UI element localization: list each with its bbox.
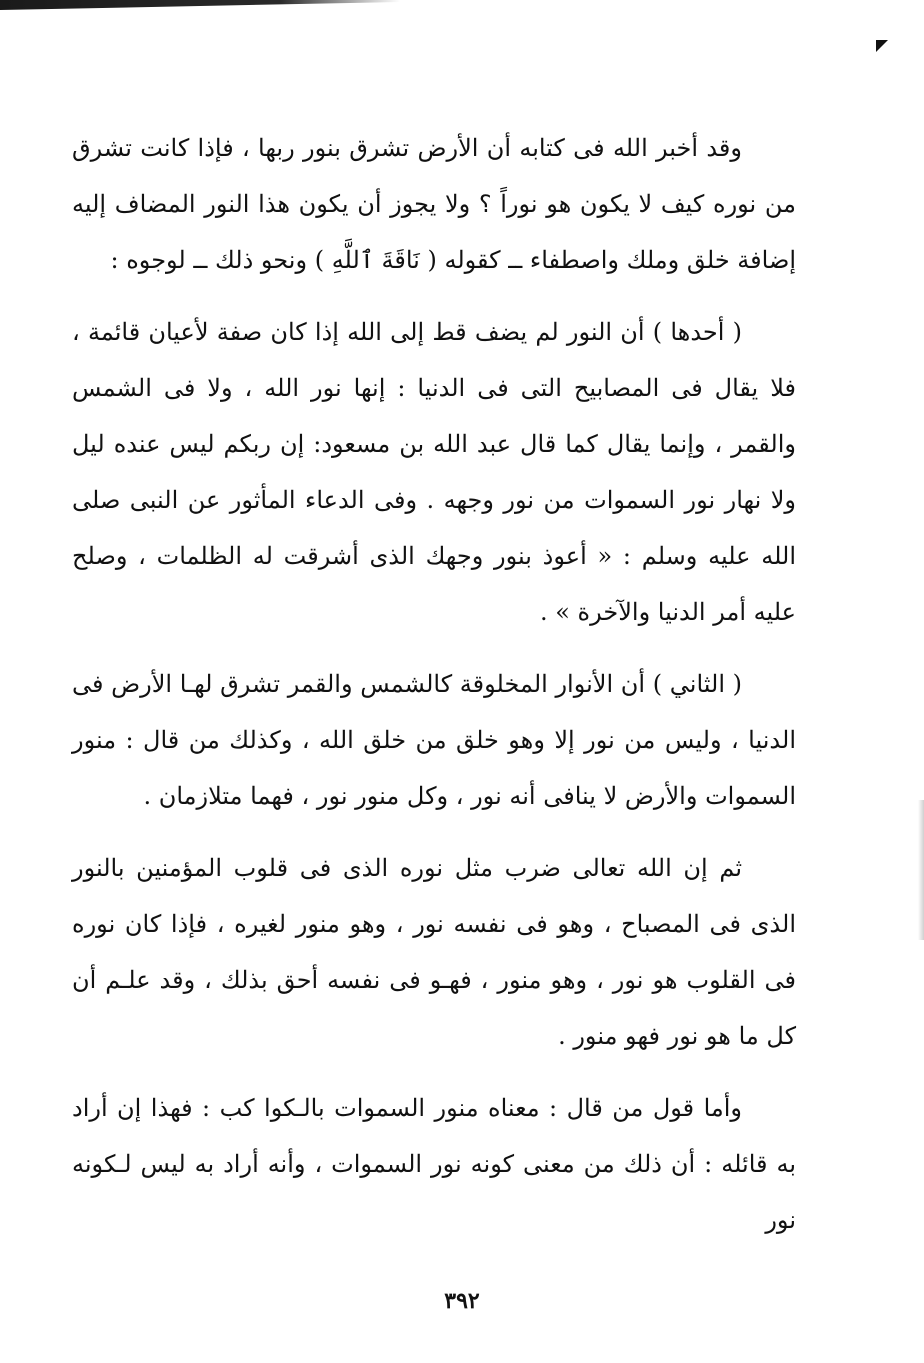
paragraph-5: وأما قول من قال : معناه منور السموات بالـكوا كب : فهذا إن أراد به قائله : أن ذلك من معنى كونه نور السموات ، وأنه أراد به ليس لـكونه نور: [72, 1094, 796, 1234]
paragraph-2: ( أحدها ) أن النور لم يضف قط إلى الله إذا كان صفة لأعيان قائمة ، فلا يقال فى المصابيح التى فى الدنيا : إنها نور الله ، ولا فى الشمس والقمر ، وإنما يقال كما قال عبد الله بن مسعود: إن ربكم ليس عنده ليل ولا نهار نور السموات من نور وجهه . وفى الدعاء المأثور عن النبى صلى الله عليه وسلم : « أعوذ بنور وجهك الذى أشرقت له الظلمات ، وصلح عليه أمر الدنيا والآخرة » .: [72, 318, 796, 626]
scan-edge-bar: [0, 0, 400, 10]
corner-triangle-mark: [876, 40, 888, 52]
page-number: ٣٩٢: [444, 1288, 480, 1314]
page-body: [72, 120, 796, 1248]
paragraph-3: ( الثاني ) أن الأنوار المخلوقة كالشمس والقمر تشرق لهـا الأرض فى الدنيا ، وليس من نور إلا وهو خلق من خلق الله ، وكذلك من قال : منور السموات والأرض لا ينافى أنه نور ، وكل منور نور ، فهما متلازمان .: [72, 670, 796, 810]
paragraph-4: ثم إن الله تعالى ضرب مثل نوره الذى فى قلوب المؤمنين بالنور الذى فى المصباح ، وهو فى نفسه نور ، وهو منور لغيره ، فإذا كان نوره فى القلوب هو نور ، وهو منور ، فهـو فى نفسه أحق بذلك ، وقد علـم أن كل ما هو نور فهو منور .: [72, 854, 796, 1050]
page-edge-shadow: [918, 800, 924, 940]
paragraph-1: وقد أخبر الله فى كتابه أن الأرض تشرق بنور ربها ، فإذا كانت تشرق من نوره كيف لا يكون هو نوراً ؟ ولا يجوز أن يكون هذا النور المضاف إليه إضافة خلق وملك واصطفاء ــ كقوله ( نَاقَةَ ٱللَّهِ ) ونحو ذلك ــ لوجوه :: [72, 134, 796, 274]
